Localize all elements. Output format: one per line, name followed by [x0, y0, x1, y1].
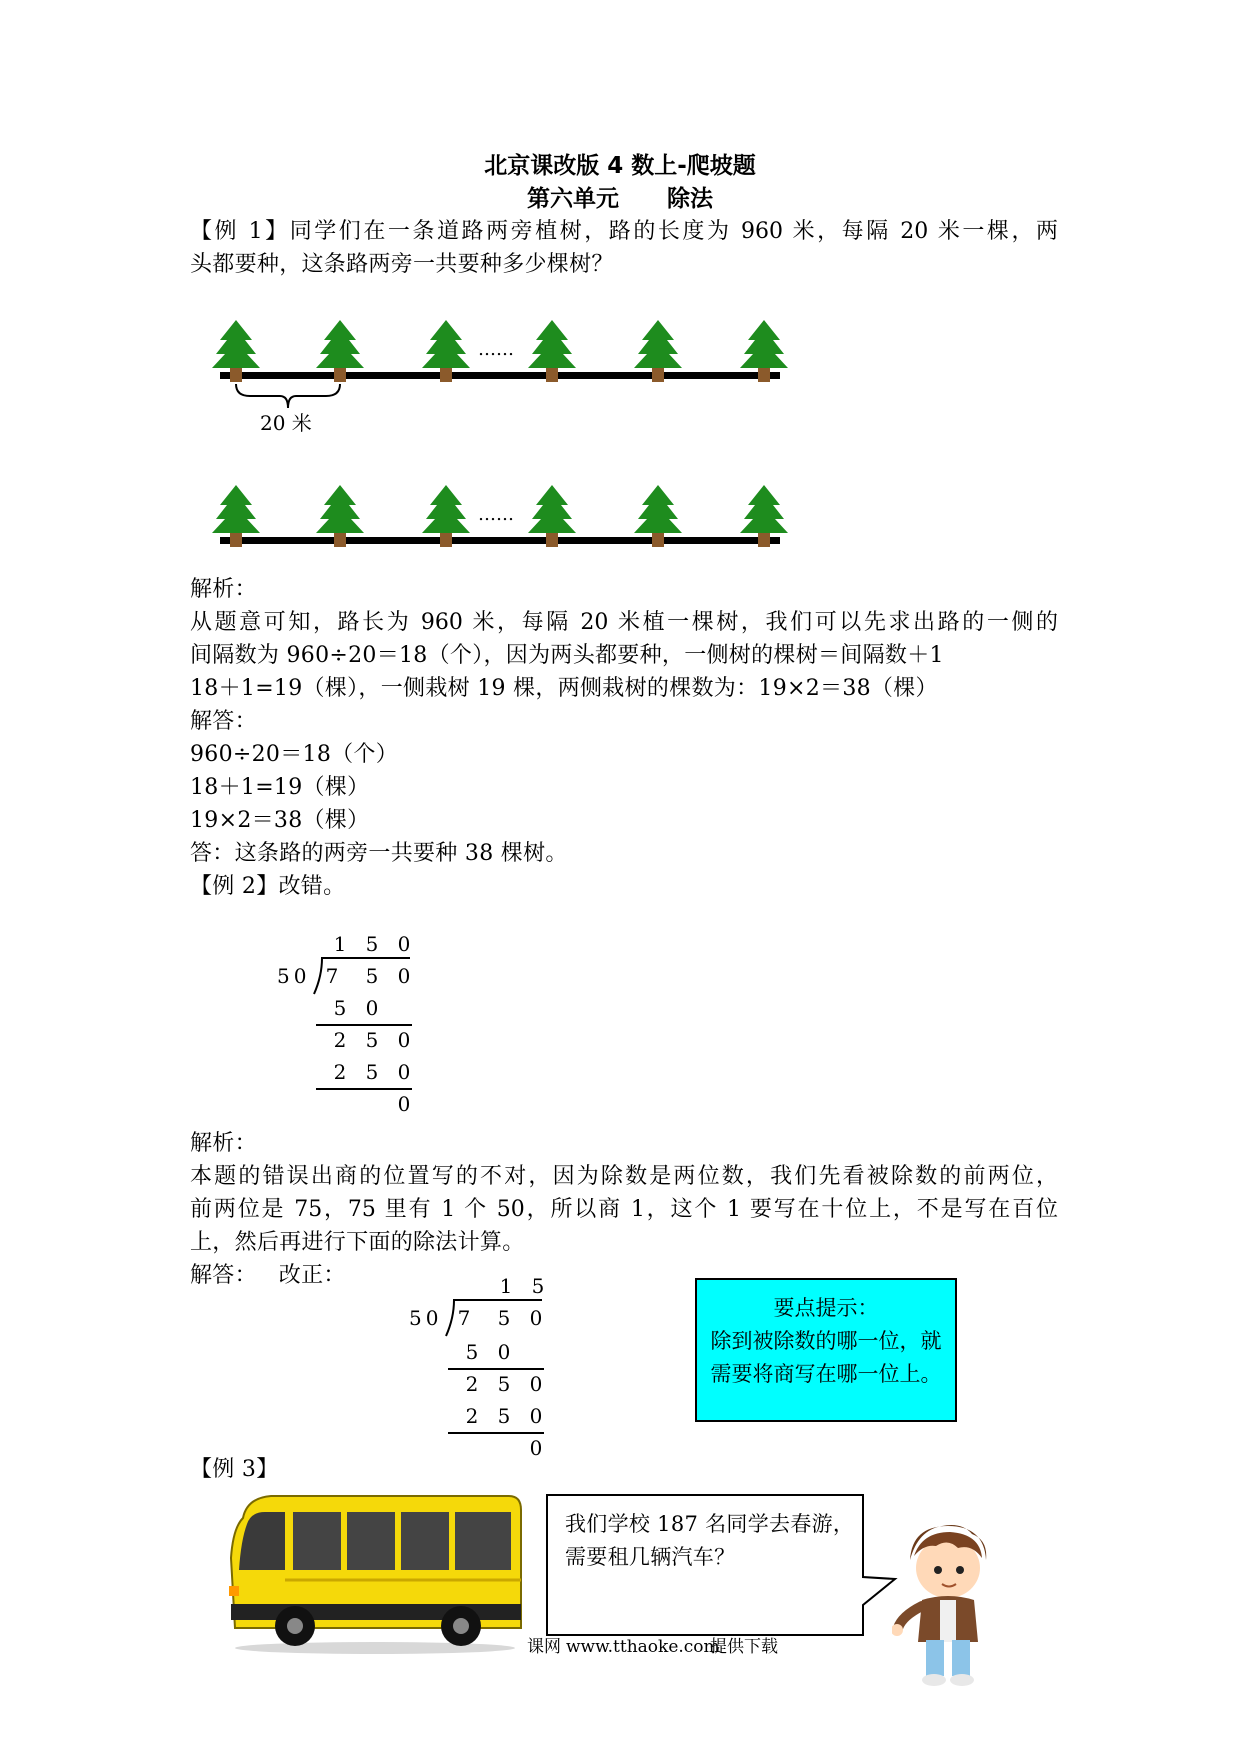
school-bus-illustration [225, 1488, 525, 1658]
quotient-digit: 1 [333, 932, 347, 956]
cartoon-boy-illustration [892, 1520, 1002, 1690]
subtrahend-digit: 0 [365, 996, 379, 1020]
remainder-digit: 0 [397, 1028, 411, 1052]
division-rule [316, 1088, 412, 1090]
quotient-digit: 0 [397, 932, 411, 956]
subtrahend-digit: 5 [333, 996, 347, 1020]
ex1-final-answer: 答：这条路的两旁一共要种 38 棵树。 [190, 841, 568, 866]
ex1-analysis-line2: 间隔数为 960÷20＝18（个），因为两头都要种，一侧树的棵树＝间隔数＋1 [190, 643, 944, 668]
subtrahend-digit: 0 [529, 1404, 543, 1428]
tip-line2: 需要将商写在哪一位上。 [710, 1362, 942, 1386]
quotient-digit: 5 [531, 1274, 545, 1298]
subtrahend-digit: 5 [465, 1340, 479, 1364]
ex1-analysis-label: 解析： [190, 577, 257, 602]
dividend-digit: 0 [529, 1306, 543, 1330]
interval-brace [236, 384, 340, 408]
ex2-analysis-label: 解析： [190, 1131, 257, 1156]
divisor: 50 [277, 964, 311, 988]
tree-planting-diagram [200, 310, 800, 560]
ex2-analysis-line1: 本题的错误出商的位置写的不对，因为除数是两位数，我们先看被除数的前两位， [190, 1164, 1058, 1189]
upper-road [220, 372, 780, 379]
ex2-analysis-line3: 上，然后再进行下面的除法计算。 [190, 1230, 525, 1255]
remainder-digit: 0 [529, 1372, 543, 1396]
upper-ellipsis: …… [478, 339, 514, 360]
division-rule [448, 1432, 544, 1434]
divisor: 50 [409, 1306, 443, 1330]
lower-ellipsis: …… [478, 504, 514, 525]
dividend-digit: 5 [497, 1306, 511, 1330]
ex3-label: 【例 3】 [190, 1457, 279, 1482]
ex1-question-line1: 【例 1】同学们在一条道路两旁植树，路的长度为 960 米，每隔 20 米一棵，两 [190, 219, 1058, 244]
interval-label: 20 米 [260, 411, 312, 435]
remainder-digit: 2 [465, 1372, 479, 1396]
ex1-step2: 18＋1=19（棵） [190, 775, 370, 800]
remainder-digit: 5 [365, 1028, 379, 1052]
footer-url[interactable]: www.tthaoke.com [566, 1637, 720, 1657]
subtrahend-digit: 5 [497, 1404, 511, 1428]
ex1-step3: 19×2＝38（棵） [190, 808, 370, 833]
unit-subtitle: 第六单元 除法 [526, 186, 714, 212]
division-rule [448, 1368, 544, 1370]
remainder-digit: 2 [333, 1028, 347, 1052]
page-title: 北京课改版 4 数上-爬坡题 [484, 153, 756, 179]
dividend-digit: 0 [397, 964, 411, 988]
bubble-line1: 我们学校 187 名同学去春游， [565, 1512, 855, 1536]
footer-site-fragment: 课网 [527, 1637, 561, 1657]
ex1-answer-label: 解答： [190, 709, 257, 734]
lower-road [220, 537, 780, 544]
bubble-line2: 需要租几辆汽车？ [565, 1545, 736, 1569]
subtrahend-digit: 0 [397, 1060, 411, 1084]
ex1-analysis-line1: 从题意可知，路长为 960 米，每隔 20 米植一棵树，我们可以先求出路的一侧的 [190, 610, 1058, 635]
dividend-digit: 7 [457, 1306, 471, 1330]
footer-provide: 提供下载 [710, 1637, 778, 1657]
ex1-analysis-line3: 18＋1=19（棵），一侧栽树 19 棵，两侧栽树的棵数为：19×2＝38（棵） [190, 676, 938, 701]
subtrahend-digit: 0 [497, 1340, 511, 1364]
remainder-digit: 5 [497, 1372, 511, 1396]
final-remainder: 0 [397, 1092, 411, 1116]
division-rule [316, 1024, 412, 1026]
subtrahend-digit: 2 [333, 1060, 347, 1084]
subtrahend-digit: 2 [465, 1404, 479, 1428]
quotient-digit: 1 [499, 1274, 513, 1298]
dividend-digit: 7 [325, 964, 339, 988]
ex1-step1: 960÷20＝18（个） [190, 742, 399, 767]
ex2-answer-label: 解答： 改正： [190, 1263, 346, 1288]
dividend-digit: 5 [365, 964, 379, 988]
ex2-label: 【例 2】改错。 [190, 874, 346, 899]
tip-line1: 除到被除数的哪一位，就 [710, 1329, 942, 1353]
subtrahend-digit: 5 [365, 1060, 379, 1084]
tip-title: 要点提示： [773, 1296, 879, 1320]
key-point-tip-box [695, 1278, 957, 1422]
final-remainder: 0 [529, 1436, 543, 1460]
quotient-digit: 5 [365, 932, 379, 956]
ex2-analysis-line2: 前两位是 75，75 里有 1 个 50，所以商 1，这个 1 要写在十位上，不是写在百位 [190, 1197, 1058, 1222]
ex1-question-line2: 头都要种，这条路两旁一共要种多少棵树？ [190, 252, 614, 277]
